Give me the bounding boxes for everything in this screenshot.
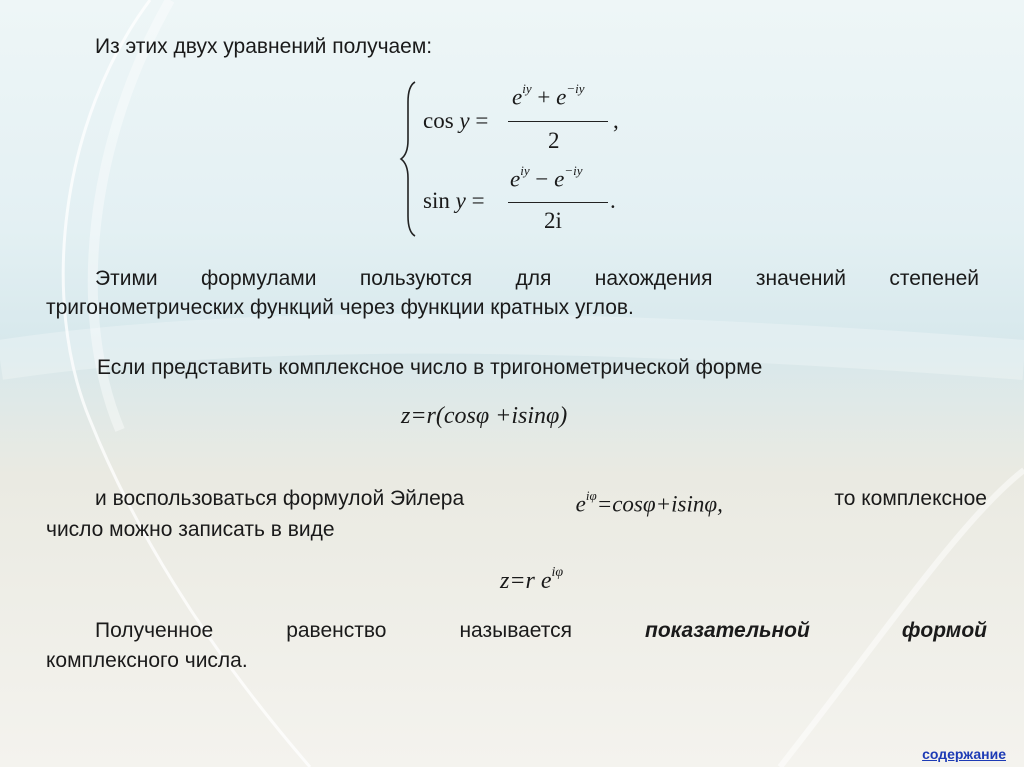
para1-line2: тригонометрических функций через функции кратных углов. [46,296,634,319]
sin-var: y [455,188,466,213]
para4-word2: равенство [286,619,387,642]
para3-text-a: и воспользоваться формулой Эйлера [95,487,465,510]
formula-trig: z=r(cosφ +isinφ) [401,403,568,429]
sin-fraction-bar [508,202,608,203]
contents-link[interactable]: содержание [922,746,1006,762]
para4-line1 [95,616,987,645]
sin-eq: = [471,188,485,213]
para3-line1 [95,484,987,519]
sin-period: . [610,188,616,213]
cos-eq: = [475,108,489,133]
para1-line1: Этими формулами пользуются для нахождения значений степеней [95,267,979,290]
para4-word1: Полученное [95,619,214,642]
cos-fn: cos [423,108,454,133]
cos-fraction-bar [508,121,608,122]
para4-word3: называется [459,619,573,642]
intro-text: Из этих двух уравнений получаем: [95,35,433,58]
cos-numerator: $e^{iy} + e^{-iy}$ [512,81,585,110]
sin-denominator: 2i [544,208,562,233]
cos-denominator: 2 [548,128,560,153]
para3-text-b: то комплексное [834,487,987,510]
cos-comma: , [613,108,619,133]
para4-bold: показательной формой [645,619,987,642]
para4-line2: комплексного числа. [46,649,248,672]
sin-numerator: $e^{iy} - e^{-iy}$ [510,163,583,192]
para3-line2: число можно записать в виде [46,518,335,541]
system-brace [398,80,418,238]
para2: Если представить комплексное число в тригонометрической форме [97,356,763,379]
euler-formula: $e^{i\varphi}=\cos\varphi+isin\varphi$, [575,488,723,517]
cos-var: y [459,108,470,133]
formula-exp: z=r $e^{i\varphi}$ [500,565,564,594]
sin-fn: sin [423,188,450,213]
